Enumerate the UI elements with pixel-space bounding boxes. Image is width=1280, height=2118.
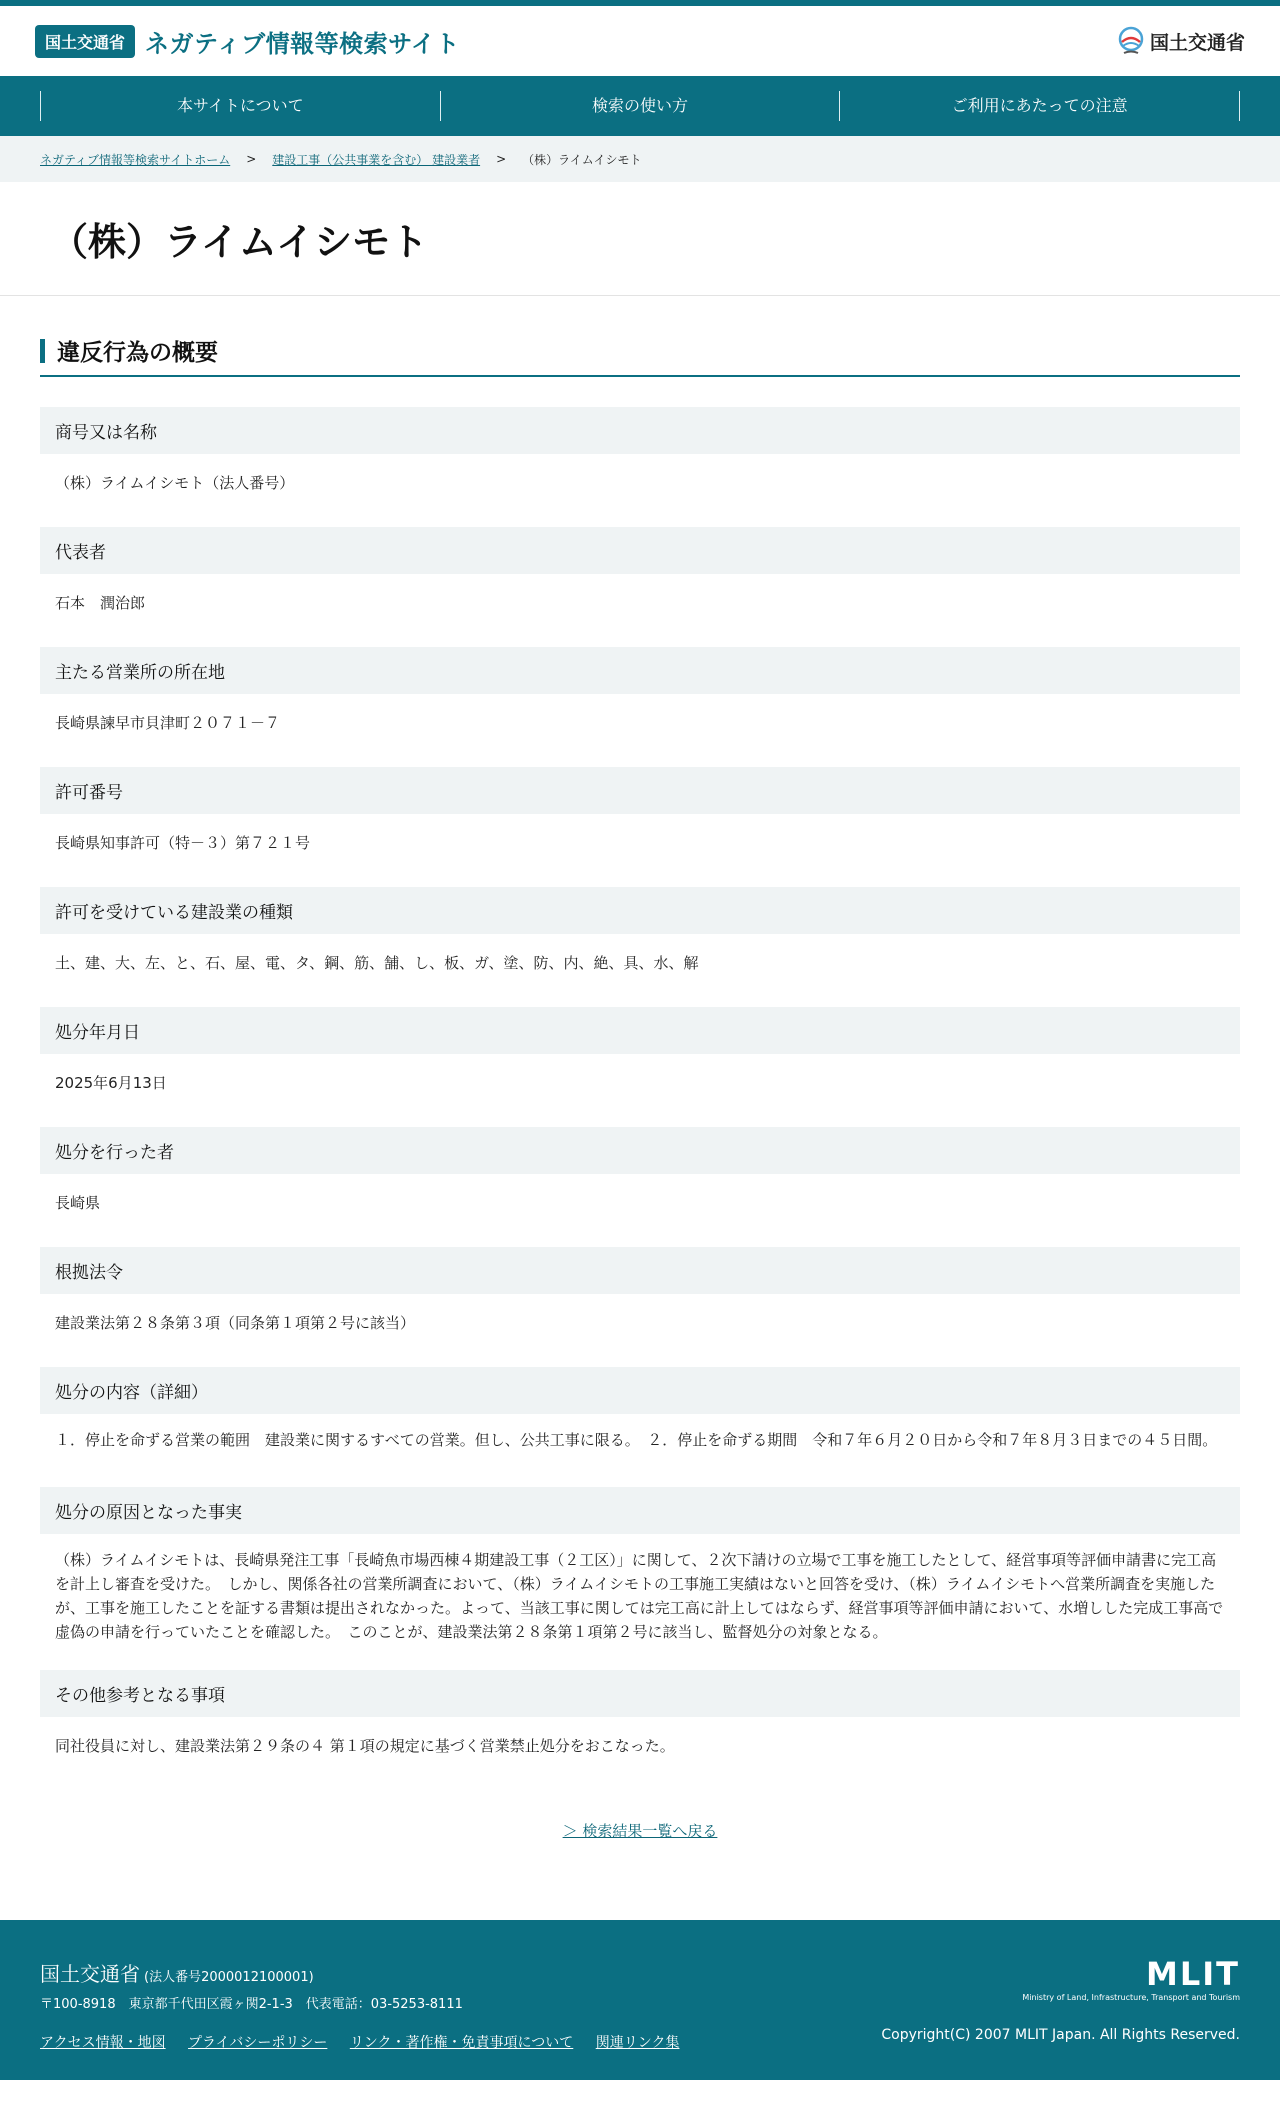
row-value: 長崎県知事許可（特－３）第７２１号 bbox=[55, 834, 311, 852]
footer-org-name: 国土交通省 bbox=[40, 1962, 140, 1986]
row-legal-basis bbox=[40, 1247, 1240, 1341]
row-disposition-date bbox=[40, 1007, 1240, 1101]
row-value: 同社役員に対し、建設業法第２９条の４ 第１項の規定に基づく営業禁止処分をおこなった。 bbox=[55, 1737, 675, 1755]
ministry-badge[interactable]: 国土交通省 bbox=[35, 25, 135, 58]
breadcrumb-separator: > bbox=[246, 152, 257, 166]
section-accent-bar bbox=[40, 339, 45, 363]
row-value: 長崎県諫早市貝津町２０７１－７ bbox=[55, 714, 281, 732]
global-nav bbox=[0, 76, 1280, 136]
row-value: 2025年6月13日 bbox=[55, 1074, 167, 1092]
row-label: 根拠法令 bbox=[40, 1247, 1240, 1294]
site-title[interactable]: ネガティブ情報等検索サイト bbox=[145, 29, 460, 58]
footer-address: 〒100-8918 東京都千代田区霞ヶ関2-1-3 代表電話：03-5253-8111 bbox=[40, 1997, 463, 2012]
row-label: 処分の原因となった事実 bbox=[40, 1487, 1240, 1534]
row-label: 処分の内容（詳細） bbox=[40, 1367, 1240, 1414]
breadcrumb-separator: > bbox=[496, 152, 507, 166]
header-left bbox=[35, 24, 460, 59]
breadcrumb-home-link[interactable]: ネガティブ情報等検索サイトホーム bbox=[40, 152, 231, 167]
row-label: その他参考となる事項 bbox=[40, 1670, 1240, 1717]
nav-notes[interactable]: ご利用にあたっての注意 bbox=[839, 91, 1240, 121]
footer-left bbox=[40, 1958, 697, 2080]
row-disposing-authority bbox=[40, 1127, 1240, 1221]
footer-link-related[interactable]: 関連リンク集 bbox=[595, 2035, 680, 2051]
page-title: （株）ライムイシモト bbox=[50, 220, 429, 264]
row-value: （株）ライムイシモトは、長崎県発注工事「長崎魚市場西棟４期建設工事（２工区）」に関して、２次下請けの立場で工事を施工したとして、経営事項等評価申請書に完工高を計上し審査を受けた。 しかし、関係各社の営業所調査において、（株）ライムイシモトの工事施工実績はないと回答を受け、（株）ライムイシモトへ営業所調査を実施したが、工事を施工したことを証する書類は提出されなかった。よって、当該工事に関しては完工高に計上してはならず、経営事項等評価申請において、水増しした完成工事高で虚偽の申請を行っていたことを確認した。 このことが、建設業法第２８条第１項第２号に該当し、監督処分の対象となる。 bbox=[55, 1551, 1224, 1641]
back-to-results-link[interactable]: ＞ 検索結果一覧へ戻る bbox=[562, 1822, 718, 1840]
main-content bbox=[0, 296, 1280, 1920]
row-label: 代表者 bbox=[40, 527, 1240, 574]
row-label: 主たる営業所の所在地 bbox=[40, 647, 1240, 694]
row-value: １．停止を命ずる営業の範囲 建設業に関するすべての営業。但し、公共工事に限る。 ２．停止を命ずる期間 令和７年６月２０日から令和７年８月３日までの４５日間。 bbox=[55, 1431, 1218, 1449]
row-company-name bbox=[40, 407, 1240, 501]
footer-right bbox=[881, 1955, 1240, 2080]
nav-about[interactable]: 本サイトについて bbox=[40, 91, 440, 121]
row-label: 処分年月日 bbox=[40, 1007, 1240, 1054]
mlit-logo[interactable]: MLIT bbox=[1146, 1955, 1240, 1993]
row-label: 許可を受けている建設業の種類 bbox=[40, 887, 1240, 934]
mlit-emblem-icon bbox=[1116, 26, 1146, 56]
footer-org bbox=[40, 1958, 697, 1987]
row-value: 土、建、大、左、と、石、屋、電、タ、鋼、筋、舗、し、板、ガ、塗、防、内、絶、具、水、解 bbox=[55, 954, 699, 972]
footer-link-access[interactable]: アクセス情報・地図 bbox=[40, 2035, 166, 2051]
back-link-area bbox=[40, 1790, 1240, 1920]
row-office-address bbox=[40, 647, 1240, 741]
section-heading bbox=[40, 334, 1240, 377]
row-value: 建設業法第２８条第３項（同条第１項第２号に該当） bbox=[55, 1314, 416, 1332]
footer-links bbox=[40, 2032, 697, 2052]
breadcrumb-current: （株）ライムイシモト bbox=[522, 152, 642, 167]
footer-corp-number: (法人番号2000012100001) bbox=[144, 1970, 314, 1985]
mlit-logo-subtitle: Ministry of Land, Infrastructure, Transport and Tourism bbox=[1022, 1993, 1240, 2002]
site-header bbox=[0, 6, 1280, 76]
row-label: 許可番号 bbox=[40, 767, 1240, 814]
breadcrumb bbox=[0, 136, 1280, 182]
row-value: 石本 潤治郎 bbox=[55, 594, 146, 612]
row-other-notes bbox=[40, 1670, 1240, 1764]
logo-text: 国土交通省 bbox=[1149, 31, 1245, 54]
footer-link-copyright[interactable]: リンク・著作権・免責事項について bbox=[349, 2035, 574, 2051]
row-license-number bbox=[40, 767, 1240, 861]
site-footer bbox=[0, 1920, 1280, 2080]
copyright: Copyright(C) 2007 MLIT Japan. All Rights Reserved. bbox=[881, 2027, 1240, 2043]
section-title: 違反行為の概要 bbox=[57, 340, 218, 366]
row-disposition-details bbox=[40, 1367, 1240, 1461]
breadcrumb-category-link[interactable]: 建設工事（公共事業を含む） 建設業者 bbox=[272, 152, 481, 167]
footer-link-privacy[interactable]: プライバシーポリシー bbox=[188, 2035, 328, 2051]
row-business-types bbox=[40, 887, 1240, 981]
nav-how-to-search[interactable]: 検索の使い方 bbox=[440, 91, 840, 121]
row-label: 商号又は名称 bbox=[40, 407, 1240, 454]
row-value: （株）ライムイシモト（法人番号） bbox=[55, 474, 295, 492]
page-title-area bbox=[0, 182, 1280, 296]
row-label: 処分を行った者 bbox=[40, 1127, 1240, 1174]
row-cause-facts bbox=[40, 1487, 1240, 1644]
ministry-logo[interactable] bbox=[1116, 26, 1245, 56]
row-representative bbox=[40, 527, 1240, 621]
row-value: 長崎県 bbox=[55, 1194, 101, 1212]
